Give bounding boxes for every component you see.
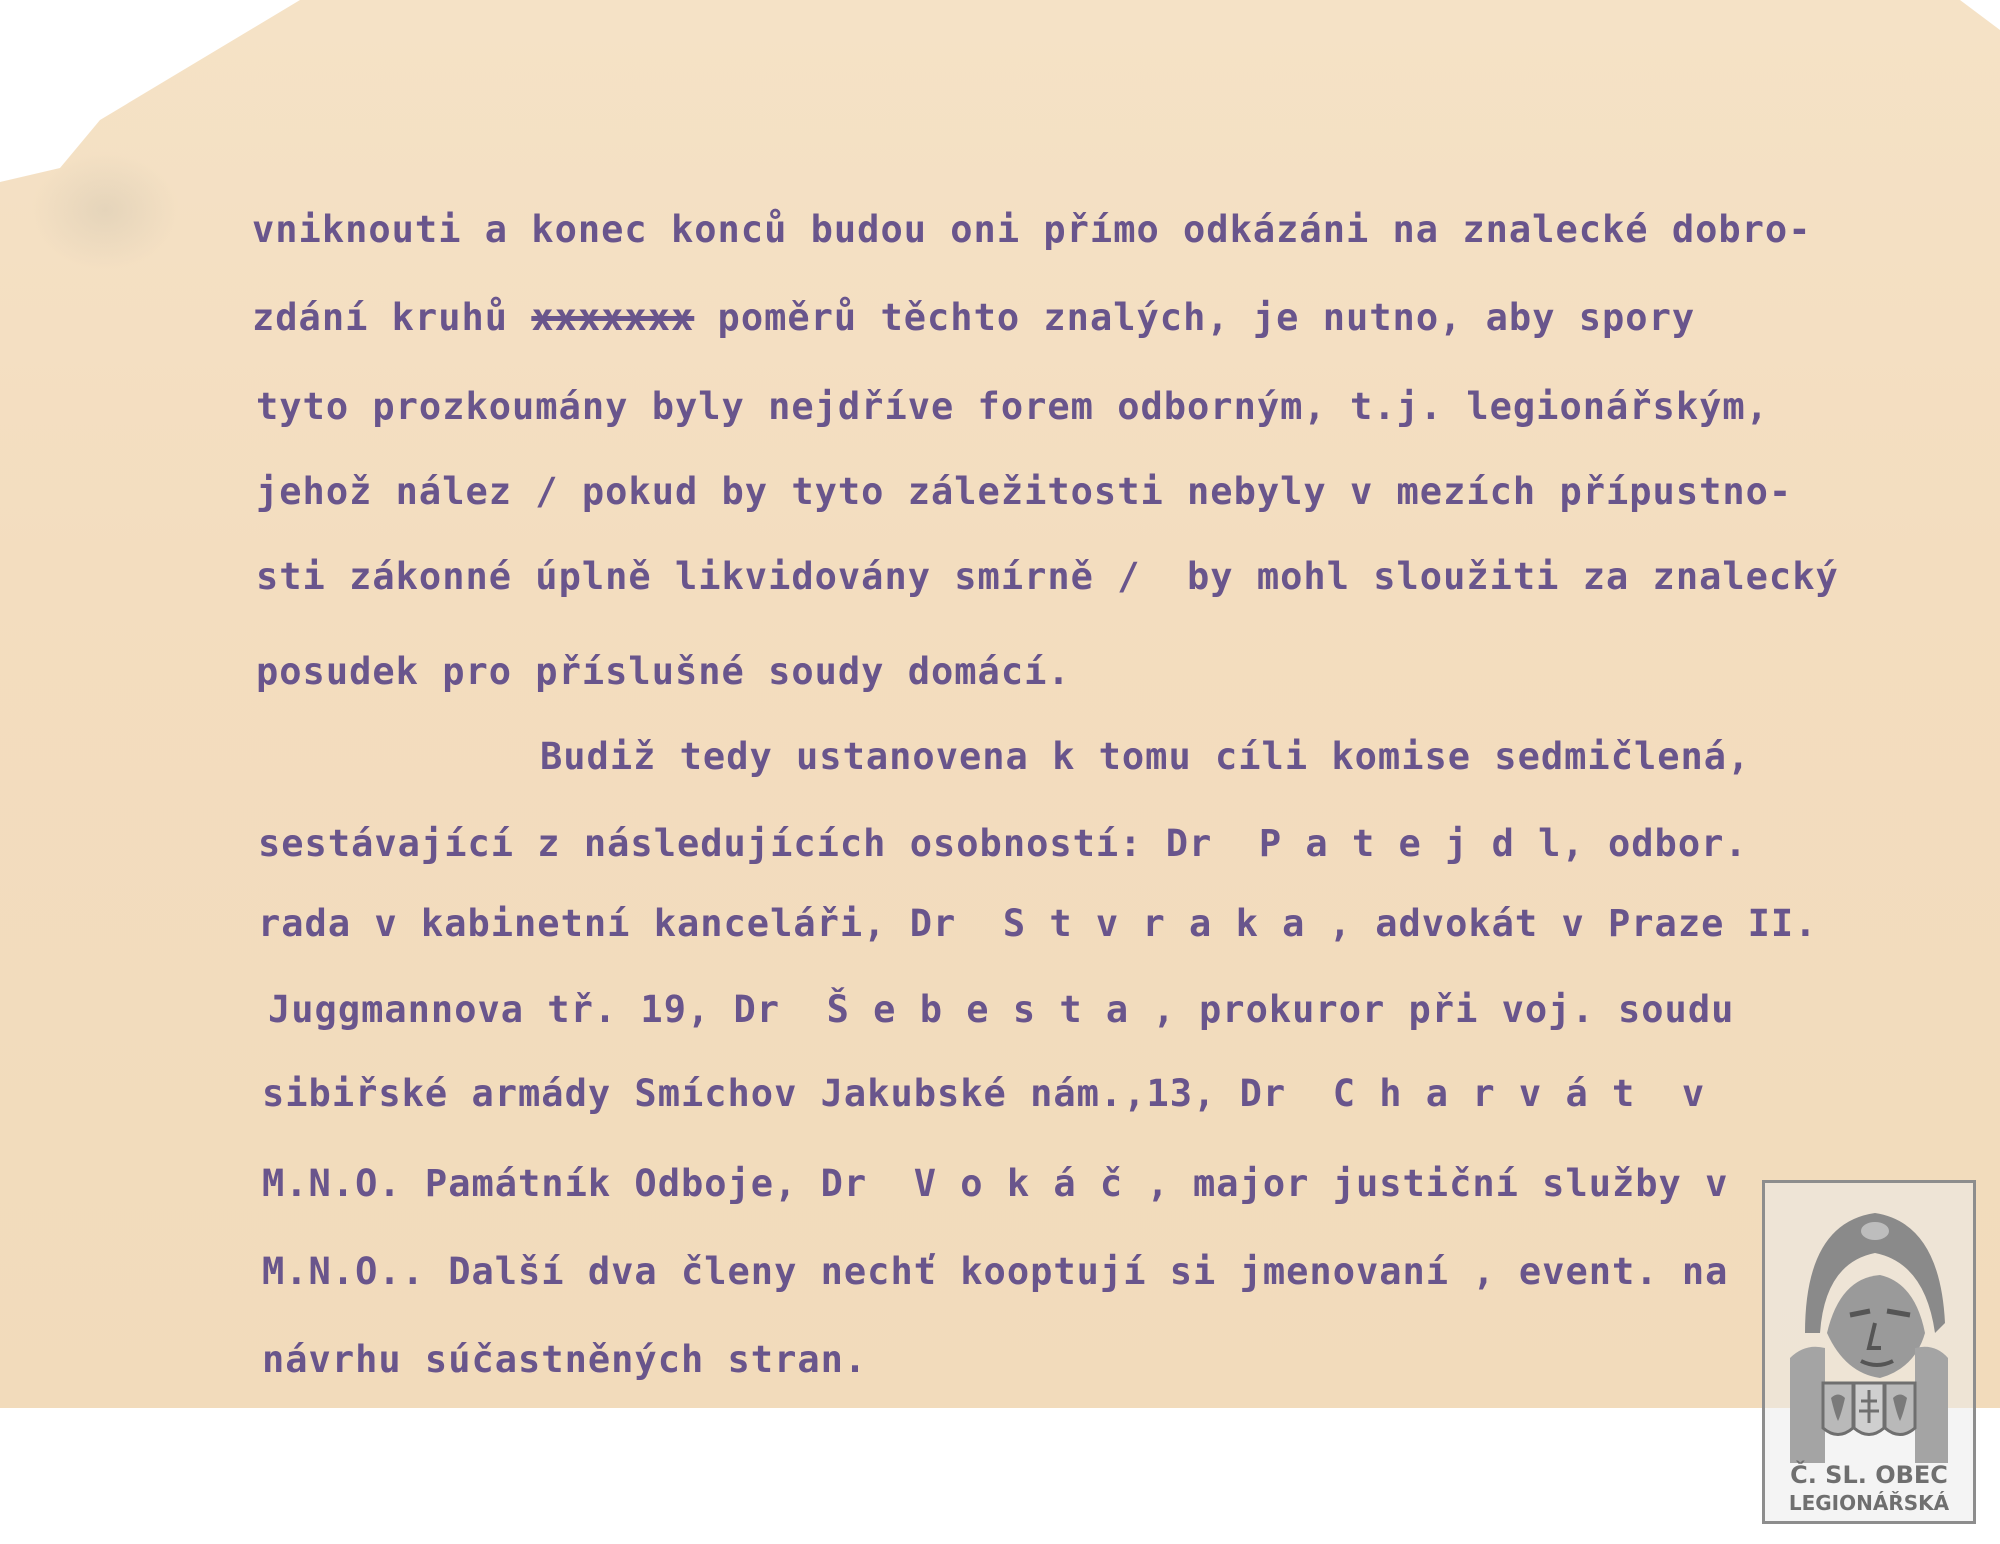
text-line-3: tyto prozkoumány byly nejdříve forem odborným, t.j. legionářským, (256, 385, 1769, 428)
text-line-14: návrhu súčastněných stran. (262, 1338, 868, 1381)
logo-text-line-1: Č. SL. OBEC (1790, 1461, 1948, 1489)
text-line-6: posudek pro příslušné soudy domácí. (256, 650, 1071, 693)
text-line-5: sti zákonné úplně likvidovány smírně / by mohl sloužiti za znalecký (256, 555, 1839, 598)
text-line-13: M.N.O.. Další dva členy nechť kooptují si jmenovaní , event. na (262, 1250, 1729, 1293)
text-line-4: jehož nález / pokud by tyto záležitosti nebyly v mezích přípustno- (256, 470, 1793, 513)
text-line-7: Budiž tedy ustanovena k tomu cíli komise sedmičlená, (540, 735, 1751, 778)
paper-stain (30, 150, 180, 270)
logo-text-line-2: LEGIONÁŘSKÁ (1788, 1491, 1950, 1515)
text-line-8: sestávající z následujících osobností: Dr P a t e j d l, odbor. (258, 822, 1748, 865)
text-line-2-prefix: zdání kruhů (252, 296, 509, 339)
legion-logo (1762, 1180, 1976, 1524)
text-line-12: M.N.O. Památník Odboje, Dr V o k á č , major justiční služby v (262, 1162, 1729, 1205)
text-line-10: Juggmannova tř. 19, Dr Š e b e s t a , prokuror při voj. soudu (268, 988, 1735, 1031)
legionnaire-helmet-emblem-icon (1765, 1183, 1973, 1463)
text-line-9: rada v kabinetní kanceláři, Dr S t v r a k a , advokát v Praze II. (258, 902, 1818, 945)
text-line-11: sibiřské armády Smíchov Jakubské nám.,13, Dr C h a r v á t v (262, 1072, 1706, 1115)
text-line-2-rest: poměrů těchto znalých, je nutno, aby spory (717, 296, 1696, 339)
text-line-2 (252, 296, 1695, 339)
struck-word: xxxxxxx (531, 296, 695, 339)
text-line-1: vniknouti a konec konců budou oni přímo odkázáni na znalecké dobro- (252, 208, 1812, 251)
